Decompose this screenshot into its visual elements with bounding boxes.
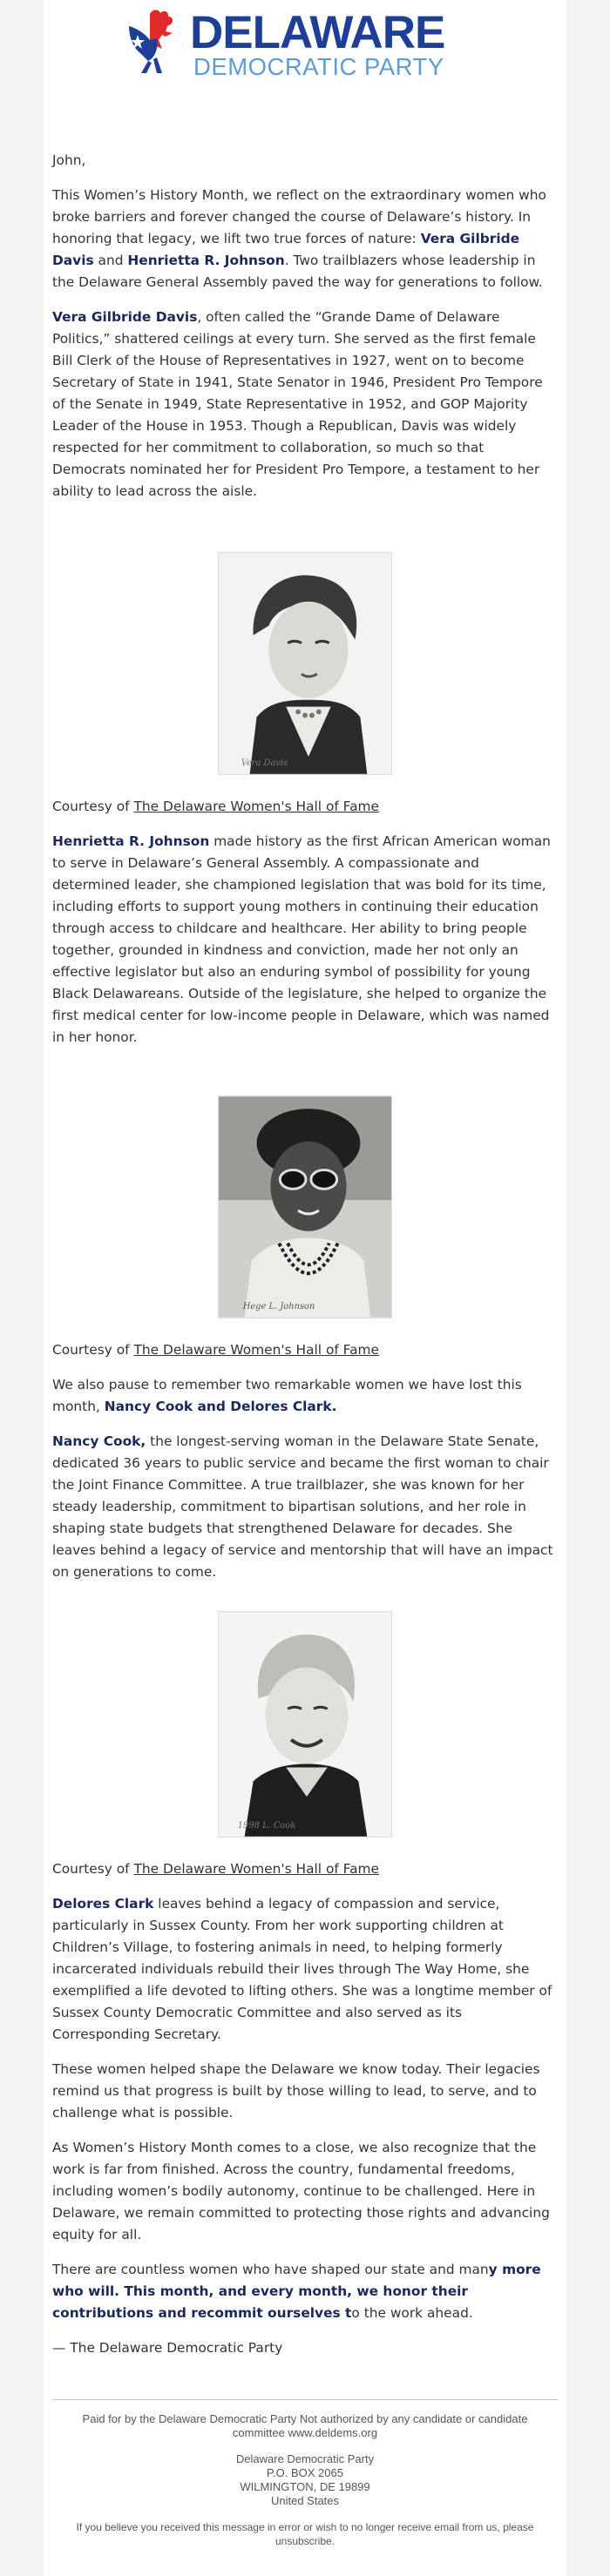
footer-divider: [52, 2399, 558, 2400]
portrait-signature: 1998 L. Cook: [237, 1820, 296, 1831]
email-footer: [44, 2399, 566, 2548]
clark-paragraph: Delores Clark leaves behind a legacy of compassion and service, particularly in Sussex County. From her work supporting children at Children’s Village, to fostering animals in need, to helping formerly incarcerated individuals rebuild their lives through The Way Home, she exemplified a life devoted to lifting others. She was a longtime member of Sussex County Democratic Committee and also served as its Corresponding Secretary.: [52, 1896, 552, 2042]
vera-davis-portrait-image: [219, 553, 391, 774]
portrait-signature: Vera Davis: [241, 758, 288, 768]
unsubscribe-notice[interactable]: If you believe you received this message in error or wish to no longer receive email from us, please unsubscribe.: [76, 2521, 534, 2547]
footer-org-name: Delaware Democratic Party: [235, 2452, 375, 2465]
portrait-nancy-cook: [218, 1611, 392, 1838]
caption-section-1: [52, 796, 558, 1062]
photo-credit-caption: Courtesy of The Delaware Women's Hall of Fame: [52, 1861, 380, 1877]
portrait-henrietta-johnson: [218, 1096, 392, 1318]
footer-country: United States: [270, 2494, 340, 2507]
email-body-section-1: [52, 150, 558, 516]
footer-city: WILMINGTON, DE 19899: [240, 2480, 370, 2493]
caption-section-3: [52, 1858, 558, 2372]
name-highlight: Vera Gilbride Davis: [52, 309, 198, 325]
shaped-paragraph: These women helped shape the Delaware we know today. Their legacies remind us that progress is built by those willing to lead, to serve, and to challenge what is possible.: [52, 2061, 540, 2121]
johnson-paragraph: Henrietta R. Johnson made history as the first African American woman to serve in Delaware’s General Assembly. A compassionate and determined leader, she championed legislation that was bold for its time, including efforts to support young mothers in continuing their education through access to childcare and healthcare. Her ability to bring people together, grounded in kindness and conviction, made her not only an effective legislator but also an enduring symbol of possibility for young Black Delawareans. Outside of the legislature, she helped to organize the first medical center for low-income people in Delaware, which was named in her honor.: [52, 833, 551, 1045]
blue-hen-rooster-icon: [124, 9, 181, 75]
name-highlight: Henrietta R. Johnson: [127, 253, 285, 268]
paid-for-disclaimer: Paid for by the Delaware Democratic Party Not authorized by any candidate or candidate committee www.deldems.org: [82, 2412, 528, 2439]
bold-highlight: y more who will. This month, and every month, we honor their contributions and recommit ourselves t: [52, 2262, 541, 2321]
hall-of-fame-link[interactable]: The Delaware Women's Hall of Fame: [133, 1342, 380, 1358]
logo-subtitle: DEMOCRATIC PARTY: [193, 53, 444, 80]
name-highlight: Henrietta R. Johnson: [52, 833, 210, 849]
portrait-vera-davis: [218, 552, 392, 775]
intro-paragraph: This Women’s History Month, we reflect on the extraordinary women who broke barriers and forever changed the course of Delaware’s history. In honoring that legacy, we lift two true forces of nature: Vera Gilbride Davis and Henrietta R. Johnson. Two trailblazers whose leadership in the Delaware General Assembly paved the way for generations to follow.: [52, 187, 546, 290]
cook-paragraph: Nancy Cook, the longest-serving woman in the Delaware State Senate, dedicated 36 years to public service and became the first woman to chair the Joint Finance Committee. A true trailblazer, she was known for her steady leadership, commitment to bipartisan solutions, and her role in shaping state budgets that strengthened Delaware for decades. She leaves behind a legacy of service and mentorship that will have an impact on generations to come.: [52, 1433, 553, 1580]
signoff: — The Delaware Democratic Party: [52, 2340, 283, 2356]
nancy-cook-portrait-image: [219, 1612, 391, 1837]
greeting: John,: [52, 152, 86, 168]
name-highlight: Nancy Cook,: [52, 1433, 146, 1449]
hall-of-fame-link[interactable]: The Delaware Women's Hall of Fame: [133, 799, 380, 814]
photo-credit-caption: Courtesy of The Delaware Women's Hall of Fame: [52, 799, 380, 814]
final-paragraph: There are countless women who have shaped our state and many more who will. This month, and every month, we honor their contributions and recommit ourselves to the work ahead.: [52, 2262, 541, 2321]
footer-po-box: P.O. BOX 2065: [267, 2466, 343, 2479]
davis-paragraph: Vera Gilbride Davis, often called the “Grande Dame of Delaware Politics,” shattered ceilings at every turn. She served as the first female Bill Clerk of the House of Representatives in 1927, went on to become Secretary of State in 1941, State Senator in 1946, President Pro Tempore of the Senate in 1949, State Representative in 1952, and GOP Majority Leader of the House in 1953. Though a Republican, Davis was widely respected for her commitment to collaboration, so much so that Democrats nominated her for President Pro Tempore, a testament to her ability to lead across the aisle.: [52, 309, 543, 499]
logo-wordmark: DELAWARE: [190, 7, 445, 58]
hall-of-fame-link[interactable]: The Delaware Women's Hall of Fame: [133, 1861, 380, 1877]
name-highlight: Delores Clark: [52, 1896, 154, 1912]
photo-credit-caption: Courtesy of The Delaware Women's Hall of Fame: [52, 1342, 380, 1358]
email-container: [44, 0, 566, 2576]
remember-paragraph: We also pause to remember two remarkable women we have lost this month, Nancy Cook and Delores Clark.: [52, 1377, 522, 1414]
closing-paragraph: As Women’s History Month comes to a close, we also recognize that the work is far from finished. Across the country, fundamental freedoms, including women’s bodily autonomy, continue to be challenged. Here in Delaware, we remain committed to protecting those rights and advancing equity for all.: [52, 2140, 550, 2242]
name-highlight: Vera Gilbride Davis: [52, 231, 520, 268]
name-highlight: Nancy Cook and Delores Clark.: [104, 1399, 337, 1414]
caption-section-2: [52, 1339, 558, 1596]
portrait-signature: Hege L. Johnson: [242, 1301, 315, 1312]
henrietta-johnson-portrait-image: [219, 1096, 391, 1318]
delaware-democratic-party-logo[interactable]: [44, 0, 566, 87]
